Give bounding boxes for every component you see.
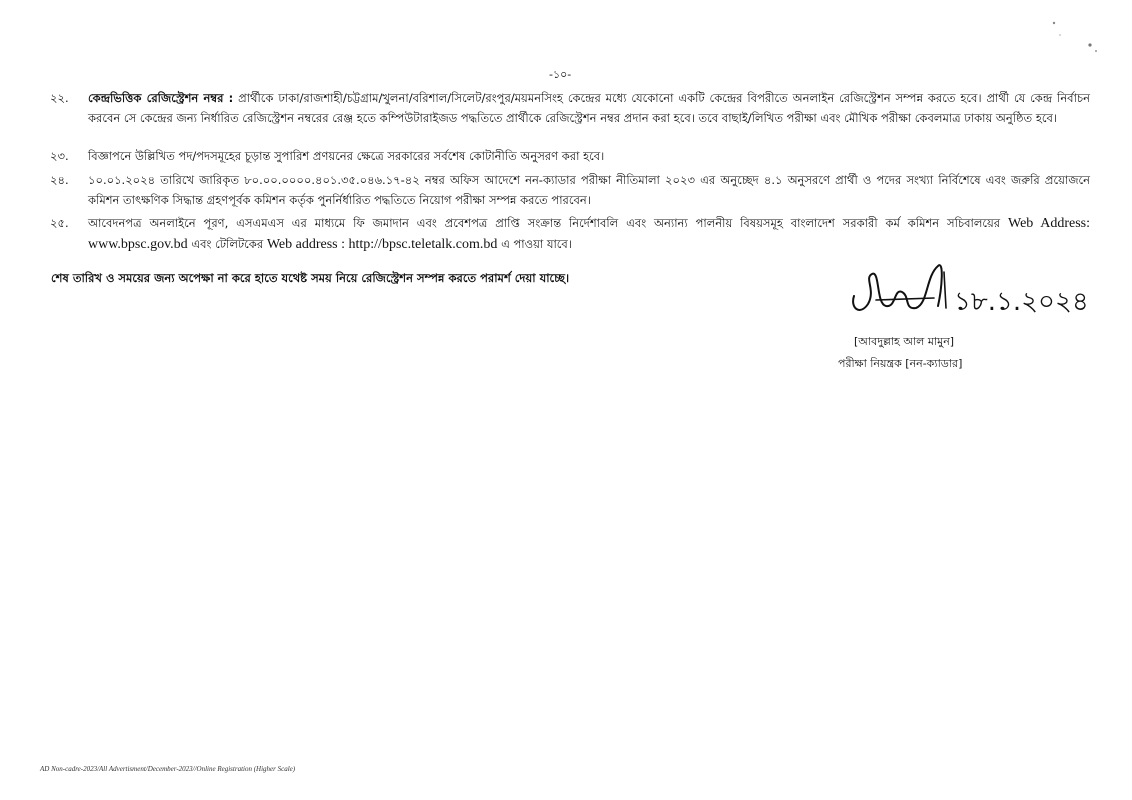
list-item-23 (50, 146, 1090, 166)
item-text: এবং টেলিটকের (187, 237, 267, 251)
handwritten-signature (846, 258, 1116, 338)
item-number: ২৩. (50, 149, 69, 163)
list-item-22 (50, 88, 1090, 128)
item-body (88, 88, 1090, 128)
list-item-24 (50, 170, 1090, 210)
item-text: ১০.০১.২০২৪ তারিখে জারিকৃত ৮০.০০.০০০০.৪০১.৩৫.০৪৬.১৭-৪২ নম্বর অফিস আদেশে নন-ক্যাডার পরীক্ষা নীতিমালা ২০২৩ এর অনুচ্ছেদ ৪.১ অনুসরণে প্রার্থী ও পদের সংখ্যা নির্বিশেষে এবং জরুরি প্রয়োজনে কমিশন তাৎক্ষণিক সিদ্ধান্ত গ্রহণপূর্বক কমিশন কর্তৃক পুনর্নির্ধারিত পদ্ধতিতে নিয়োগ পরীক্ষা সম্পন্ন করতে পারবেন। (88, 173, 1090, 207)
web-address-label: Web Address: (1007, 216, 1090, 231)
item-lead: কেন্দ্রভিত্তিক রেজিস্ট্রেশন নম্বর : (88, 91, 234, 105)
item-body (88, 170, 1090, 210)
item-text: প্রার্থীকে ঢাকা/রাজশাহী/চট্টগ্রাম/খুলনা/বরিশাল/সিলেট/রংপুর/ময়মনসিংহ কেন্দ্রের মধ্যে যেকোনো একটি কেন্দ্রের বিপরীতে অনলাইন রেজিস্ট্রেশন সম্পন্ন করতে হবে। প্রার্থী যে কেন্দ্র নির্বাচন করবেন সে কেন্দ্রের জন্য নির্ধারিত রেজিস্ট্রেশন নম্বরের রেঞ্জ হতে কম্পিউটারাইজড পদ্ধতিতে প্রার্থীকে রেজিস্ট্রেশন নম্বর প্রদান করা হবে। তবে বাছাই/লিখিত পরীক্ষা এবং মৌখিক পরীক্ষা কেবলমাত্র ঢাকায় অনুষ্ঠিত হবে। (88, 91, 1090, 125)
signatory-title: পরীক্ষা নিয়ন্ত্রক [নন-ক্যাডার] (838, 357, 963, 370)
item-text: বিজ্ঞাপনে উল্লিখিত পদ/পদসমূহের চূড়ান্ত সুপারিশ প্রণয়নের ক্ষেত্রে সরকারের সর্বশেষ কোটানীতি অনুসরণ করা হবে। (88, 149, 605, 163)
signatory-name: [আবদুল্লাহ আল মামুন] (854, 335, 955, 348)
item-text: এ পাওয়া যাবে। (497, 237, 572, 251)
item-number: ২৪. (50, 173, 69, 187)
item-number: ২২. (50, 91, 69, 105)
footer-reference: AD Non-cadre-2023/All Advertisment/December-2023//Online Registration (Higher Scale) (40, 765, 296, 773)
page-number: -১০- (549, 68, 572, 81)
teletalk-url-link[interactable]: Web address : http://bpsc.teletalk.com.bd (266, 237, 498, 252)
signature-date: ১৮.১.২০২৪ (954, 287, 1089, 317)
item-body (88, 146, 1090, 166)
item-body (88, 213, 1090, 255)
closing-note: শেষ তারিখ ও সময়ের জন্য অপেক্ষা না করে হাতে যথেষ্ট সময় নিয়ে রেজিস্ট্রেশন সম্পন্ন করতে পরামর্শ দেয়া যাচ্ছে। (51, 271, 570, 285)
item-text: আবেদনপত্র অনলাইনে পূরণ, এসএমএস এর মাধ্যমে ফি জমাদান এবং প্রবেশপত্র প্রাপ্তি সংক্রান্ত নির্দেশাবলি এবং অন্যান্য পালনীয় বিষয়সমূহ বাংলাদেশ সরকারী কর্ম কমিশন সচিবালয়ের (88, 216, 1008, 230)
list-item-25 (50, 213, 1090, 255)
item-number: ২৫. (50, 216, 69, 230)
bpsc-url-link[interactable]: www.bpsc.gov.bd (88, 237, 188, 252)
scan-specks (1030, 15, 1110, 65)
